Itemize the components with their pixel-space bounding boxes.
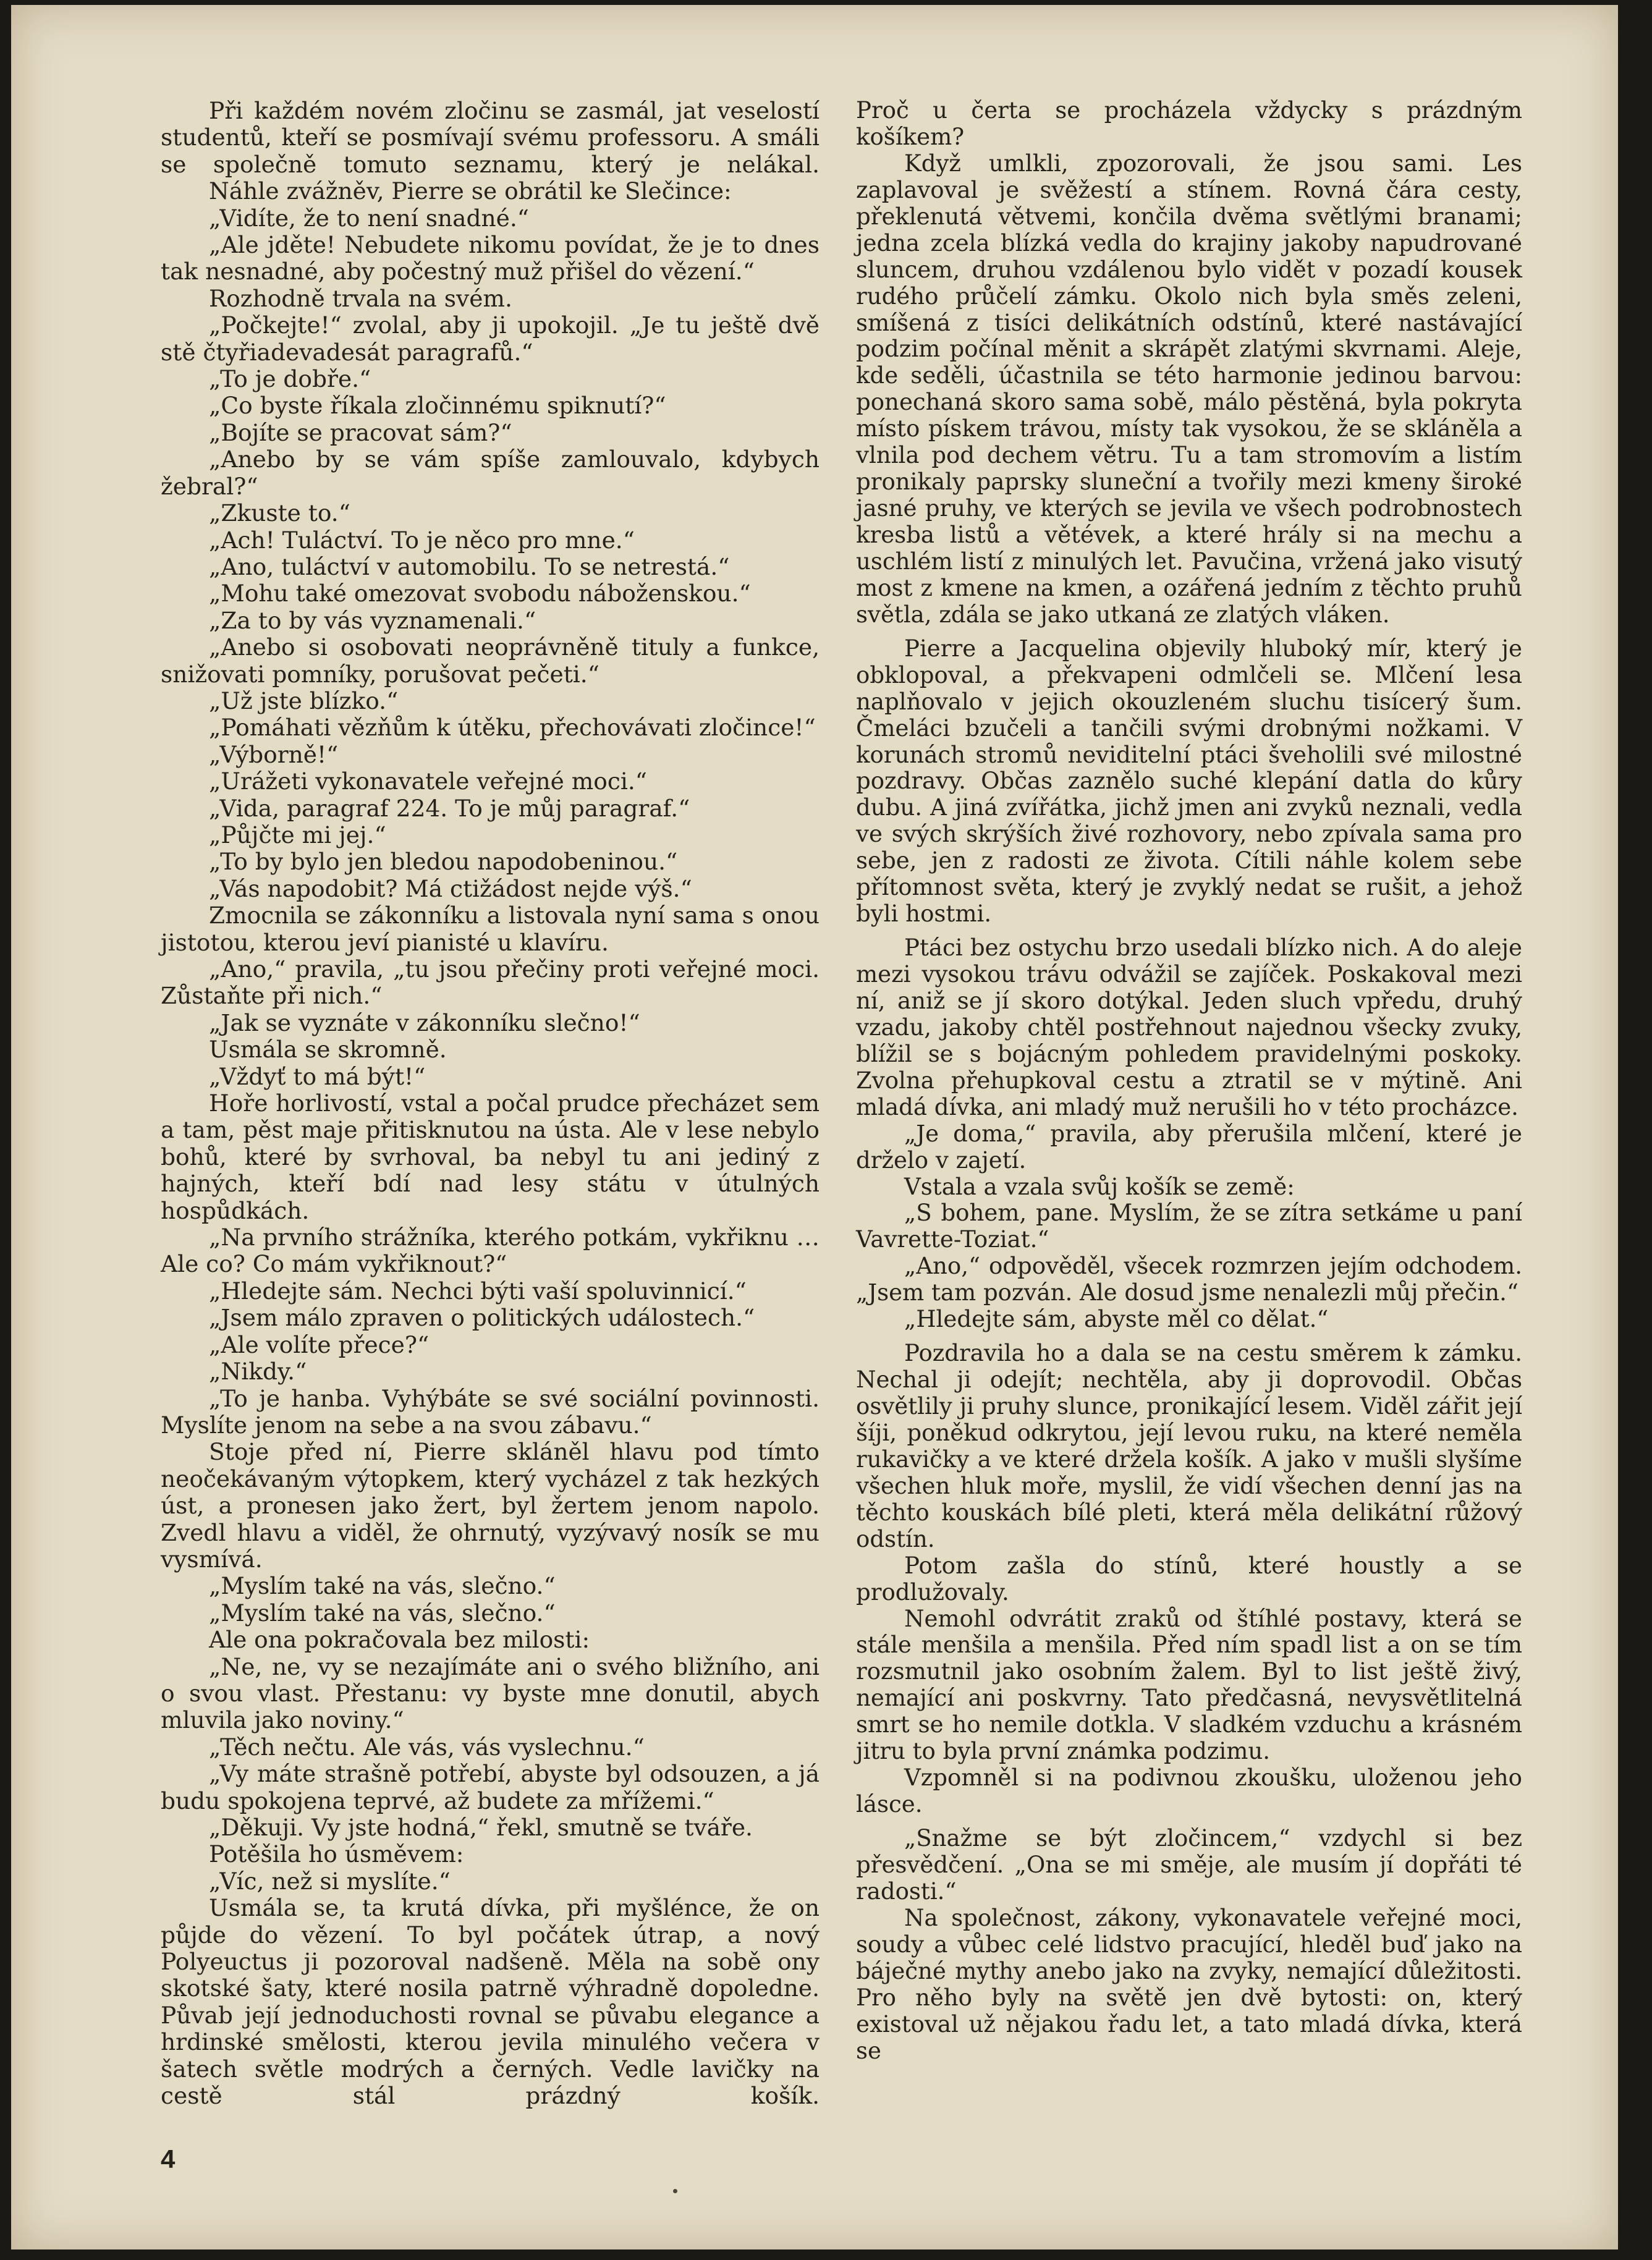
paragraph: „To je dobře.“ — [209, 365, 371, 393]
paragraph: Vzpomněl si na podivnou zkoušku, uloženou jeho lásce. — [856, 1764, 1522, 1818]
paragraph: „Půjčte mi jej.“ — [209, 821, 386, 849]
paragraph: „Vás napodobit? Má ctižádost nejde výš.“ — [209, 874, 692, 902]
book-page — [11, 5, 1618, 2249]
paragraph: „S bohem, pane. Myslím, že se zítra setkáme u paní Vavrette-Toziat.“ — [856, 1200, 1522, 1253]
paragraph: Ale ona pokračovala bez milosti: — [209, 1626, 590, 1654]
paragraph: Ptáci bez ostychu brzo usedali blízko nich. A do aleje mezi vysokou trávu odvážil se zajíček. Poskakoval mezi ní, aniž se jí skoro dotýkal. Jeden sluch vpředu, druhý vzadu, jakoby chtěl postřehnout najednou všecky zvuky, blížil se s bojácným pohledem pravidelnými poskoky. Zvolna přehupkoval cestu a ztratil se v mýtině. Ani mladá dívka, ani mladý muž nerušili ho v této procházce. — [856, 934, 1522, 1120]
paragraph: Pierre a Jacquelina objevily hluboký mír, který je obklopoval, a překvapeni odmlčeli se. Mlčení lesa naplňovalo v jejich okouzleném sluchu tisícerý šum. Čmeláci bzučeli a tančili svými drobnými nožkami. V korunách stromů neviditelní ptáci šveholili své milostné pozdravy. Občas zaznělo suché klepání datla do kůry dubu. A jiná zvířátka, jichž jmen ani zvyků neznali, vedla ve svých skrýších živé rozhovory, nebo zpívala sama pro sebe, jen z radosti ze života. Cítili náhle kolem sebe přítomnost světa, který je zvyklý nedat se rušit, a jehož byli hostmi. — [856, 635, 1522, 928]
paragraph: „Hledejte sám, abyste měl co dělat.“ — [904, 1306, 1329, 1333]
paragraph: „Ale volíte přece?“ — [209, 1331, 430, 1358]
paragraph: „Na prvního strážníka, kterého potkám, vykřiknu … Ale co? Co mám vykřiknout?“ — [161, 1224, 820, 1278]
paragraph: „Za to by vás vyznamenali.“ — [209, 606, 536, 634]
paragraph: „Ano,“ odpověděl, všecek rozmrzen jejím odchodem. „Jsem tam pozván. Ale dosud jsme nenalezli můj přečin.“ — [856, 1253, 1522, 1306]
paragraph: „Je doma,“ pravila, aby přerušila mlčení, které je drželo v zajetí. — [856, 1120, 1522, 1174]
paragraph: „Urážeti vykonavatele veřejné moci.“ — [209, 768, 647, 795]
paragraph: Rozhodně trvala na svém. — [209, 284, 512, 312]
paragraph: Potěšila ho úsměvem: — [209, 1840, 464, 1868]
paragraph: Stoje před ní, Pierre skláněl hlavu pod tímto neočekávaným výtopkem, který vycházel z tak hezkých úst, a pronesen jako žert, byl žertem jenom napolo. Zvedl hlavu a viděl, že ohrnutý, vyzývavý nosík se mu vysmívá. — [161, 1438, 820, 1573]
paragraph: „Děkuji. Vy jste hodná,“ řekl, smutně se tváře. — [209, 1814, 753, 1841]
paragraph: „Anebo by se vám spíše zamlouvalo, kdybych žebral?“ — [161, 446, 820, 500]
paragraph: Na společnost, zákony, vykonavatele veřejné moci, soudy a vůbec celé lidstvo pracující, hleděl buď jako na báječné mythy anebo jako na zvyky, nemající důležitosti. Pro něho byly na světě jen dvě bytosti: on, který existoval už nějakou řadu let, a tato mladá dívka, která se — [856, 1904, 1522, 2064]
paragraph: Hoře horlivostí, vstal a počal prudce přecházet sem a tam, pěst maje přitisknutou na ústa. Ale v lese nebylo bohů, které by svrhoval, ba nebyl tu ani jediný z hajných, kteří bdí nad lesy státu v útulných hospůdkách. — [161, 1090, 820, 1224]
right-column — [856, 98, 1522, 2064]
paragraph: „Ale jděte! Nebudete nikomu povídat, že je to dnes tak nesnadné, aby počestný muž přišel do vězení.“ — [161, 231, 820, 286]
paragraph: Potom zašla do stínů, které houstly a se prodlužovaly. — [856, 1552, 1522, 1606]
paragraph: „Nikdy.“ — [209, 1358, 307, 1386]
paragraph: „Jsem málo zpraven o politických událostech.“ — [209, 1304, 755, 1332]
paragraph: „Zkuste to.“ — [209, 499, 350, 527]
paragraph: „Vida, paragraf 224. To je můj paragraf.“ — [209, 794, 690, 822]
paragraph: „Mohu také omezovat svobodu náboženskou.“ — [209, 580, 751, 607]
paragraph: Zmocnila se zákonníku a listovala nyní sama s onou jistotou, kterou jeví pianisté u klavíru. — [161, 902, 820, 956]
print-dot — [673, 2189, 677, 2193]
paragraph: „Počkejte!“ zvolal, aby ji upokojil. „Je tu ještě dvě stě čtyřiadevadesát paragrafů.“ — [161, 311, 820, 366]
paragraph: Usmála se skromně. — [209, 1036, 447, 1064]
paragraph: Když umlkli, zpozorovali, že jsou sami. Les zaplavoval je svěžestí a stínem. Rovná čára cesty, překlenutá větvemi, končila dvěma světlými branami; jedna zcela blízká vedla do krajiny jakoby napudrované sluncem, druhou vzdálenou bylo vidět v pozadí kousek rudého průčelí zámku. Okolo nich byla směs zeleni, smíšená z tisíci delikátních odstínů, které nastávající podzim počínal měnit a skrápět zlatými skvrnami. Aleje, kde seděli, účastnila se této harmonie jedinou barvou: ponechaná skoro sama sobě, málo pěstěná, byla pokryta místo pískem trávou, místy tak vysokou, že se skláněla a vlnila pod dechem větru. Tu a tam stromovím a listím pronikaly paprsky sluneční a tvořily mezi kmeny široké jasné pruhy, ve kterých se jevila ve všech podrobnostech kresba listů a větévek, a které hrály si na mechu a uschlém listí z minulých let. Pavučina, vržená jako visutý most z kmene na kmen, a ozářená jedním z těchto pruhů světla, zdála se jako utkaná ze zlatých vláken. — [856, 150, 1522, 628]
paragraph: „Snažme se být zločincem,“ vzdychl si bez přesvědčení. „Ona se mi směje, ale musím jí dopřáti té radosti.“ — [856, 1825, 1522, 1905]
paragraph: „Vidíte, že to není snadné.“ — [209, 204, 529, 232]
paragraph: „Co byste říkala zločinnému spiknutí?“ — [209, 392, 666, 420]
paragraph: „Už jste blízko.“ — [209, 687, 399, 714]
paragraph: „Anebo si osobovati neoprávněně tituly a funkce, snižovati pomníky, porušovat pečeti.“ — [161, 633, 820, 688]
paragraph: Pozdravila ho a dala se na cestu směrem k zámku. Nechal ji odejít; nechtěla, aby ji doprovodil. Občas osvětlily ji pruhy slunce, pronikající lesem. Viděl zářit její šíji, poněkud odkrytou, její levou ruku, na které neměla rukavičky a ve které držela košík. A jako v mušli slyšíme všechen hluk moře, myslil, že vidí všechen denní jas na těchto kouskách bílé pleti, která měla delikátní růžový odstín. — [856, 1340, 1522, 1552]
paragraph: Nemohl odvrátit zraků od štíhlé postavy, která se stále menšila a menšila. Před ním spadl list a on se tím rozsmutnil jako osobním žalem. Byl to list ještě živý, nemající ani poskvrny. Tato předčasná, nevysvětlitelná smrt se ho nemile dotkla. V sladkém vzduchu a krásném jitru to byla první známka podzimu. — [856, 1605, 1522, 1765]
paragraph: „Myslím také na vás, slečno.“ — [209, 1572, 556, 1600]
paragraph: „Ano, tuláctví v automobilu. To se netrestá.“ — [209, 552, 730, 580]
page-number: 4 — [161, 2144, 176, 2173]
paragraph: „Pomáhati vězňům k útěku, přechovávati zločince!“ — [209, 714, 816, 742]
paragraph: „To by bylo jen bledou napodobeninou.“ — [209, 848, 678, 876]
paragraph: „Bojíte se pracovat sám?“ — [209, 418, 512, 446]
paragraph: „To je hanba. Vyhýbáte se své sociální povinnosti. Myslíte jenom na sebe a na svou zábavu.“ — [161, 1384, 820, 1439]
paragraph: „Víc, než si myslíte.“ — [209, 1867, 451, 1895]
paragraph: „Ne, ne, vy se nezajímáte ani o svého bližního, ani o svou vlast. Přestanu: vy byste mne donutil, abych mluvila jako noviny.“ — [161, 1653, 820, 1734]
paragraph: „Vy máte strašně potřebí, abyste byl odsouzen, a já budu spokojena teprvé, až budete za mřížemi.“ — [161, 1760, 820, 1814]
paragraph: Usmála se, ta krutá dívka, při myšlénce, že on půjde do vězení. To byl počátek útrap, a nový Polyeuctus ji pozoroval nadšeně. Měla na sobě ony skotské šaty, které nosila patrně výhradně dopoledne. Půvab její jednoduchosti rovnal se půvabu elegance a hrdinské smělosti, kterou jevila minulého večera v šatech světle modrých a černých. Vedle lavičky na cestě stál prázdný košík. — [161, 1894, 820, 2110]
paragraph: „Myslím také na vás, slečno.“ — [209, 1599, 556, 1627]
paragraph: Při každém novém zločinu se zasmál, jat veselostí studentů, kteří se posmívají svému professoru. A smáli se společně tomuto seznamu, který je nelákal. — [161, 97, 820, 178]
paragraph: „Výborně!“ — [209, 740, 339, 768]
paragraph: „Těch nečtu. Ale vás, vás vyslechnu.“ — [209, 1733, 645, 1761]
paragraph: „Vždyť to má být!“ — [209, 1062, 426, 1090]
paragraph: „Ach! Tuláctví. To je něco pro mne.“ — [209, 526, 635, 554]
paragraph: „Ano,“ pravila, „tu jsou přečiny proti veřejné moci. Zůstaňte při nich.“ — [161, 955, 820, 1010]
paragraph: Náhle zvážněv, Pierre se obrátil ke Slečince: — [209, 177, 732, 205]
left-column — [161, 98, 820, 2109]
paragraph: „Hledejte sám. Nechci býti vaší spoluvinnicí.“ — [209, 1277, 747, 1305]
paragraph: „Jak se vyznáte v zákonníku slečno!“ — [209, 1009, 640, 1036]
paragraph: Vstala a vzala svůj košík se země: — [904, 1173, 1295, 1200]
paragraph: Proč u čerta se procházela vždycky s prázdným košíkem? — [856, 97, 1522, 150]
